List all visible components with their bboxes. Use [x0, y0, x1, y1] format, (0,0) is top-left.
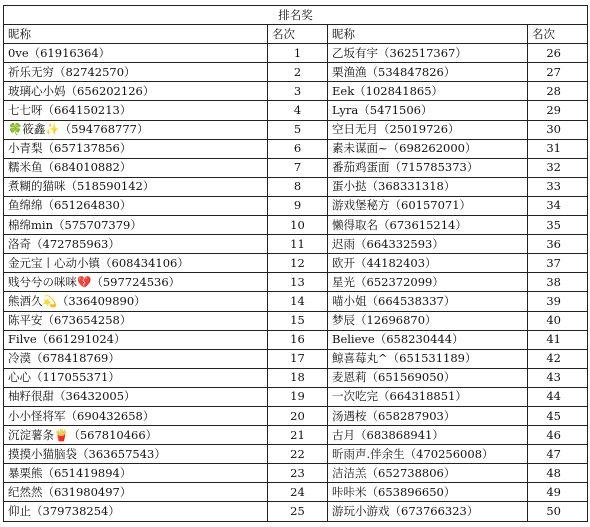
cell-rank-right: 47	[528, 445, 588, 464]
cell-name-right: 古月（683868941）	[328, 426, 528, 445]
cell-rank-right: 33	[528, 177, 588, 196]
cell-rank-left: 8	[268, 177, 328, 196]
cell-name-right: 汤遇桉（658287903）	[328, 406, 528, 425]
table-row	[4, 445, 588, 464]
cell-name-right: 欧开（44182403）	[328, 254, 528, 273]
cell-rank-right: 42	[528, 349, 588, 368]
table-row	[4, 63, 588, 82]
cell-name-left: 熊酒久💫（336409890）	[4, 292, 268, 311]
table-row	[4, 273, 588, 292]
cell-name-right: 素未谋面~（698262000）	[328, 139, 528, 158]
cell-rank-left: 13	[268, 273, 328, 292]
cell-rank-left: 1	[268, 44, 328, 63]
cell-name-right: 迟雨（664332593）	[328, 235, 528, 254]
cell-rank-left: 15	[268, 311, 328, 330]
cell-rank-right: 48	[528, 464, 588, 483]
cell-rank-right: 29	[528, 101, 588, 120]
cell-name-left: 玻璃心小妈（656202126）	[4, 82, 268, 101]
cell-name-right: Eek（102841865）	[328, 82, 528, 101]
cell-name-left: Filve（661291024）	[4, 330, 268, 349]
cell-name-left: 陈平安（673654258）	[4, 311, 268, 330]
cell-rank-right: 40	[528, 311, 588, 330]
cell-name-right: 洁洁羔（652738806）	[328, 464, 528, 483]
table-row	[4, 139, 588, 158]
cell-name-left: 金元宝丨心动小镇（608434106）	[4, 254, 268, 273]
table-row	[4, 502, 588, 521]
cell-name-right: 星光（652372099）	[328, 273, 528, 292]
cell-rank-right: 26	[528, 44, 588, 63]
cell-rank-left: 20	[268, 406, 328, 425]
cell-name-left: 糯米鱼（684010882）	[4, 158, 268, 177]
cell-name-left: 心心（117055371）	[4, 368, 268, 387]
cell-name-left: 洛奇（472785963）	[4, 235, 268, 254]
cell-name-left: 祈乐无穷（82742570）	[4, 63, 268, 82]
table-row	[4, 330, 588, 349]
cell-rank-right: 32	[528, 158, 588, 177]
table-row	[4, 196, 588, 215]
table-row	[4, 368, 588, 387]
cell-rank-left: 4	[268, 101, 328, 120]
cell-rank-right: 46	[528, 426, 588, 445]
cell-rank-right: 49	[528, 483, 588, 502]
cell-rank-right: 44	[528, 387, 588, 406]
cell-rank-right: 45	[528, 406, 588, 425]
cell-name-left: 柚籽很甜（36432005）	[4, 387, 268, 406]
table-row	[4, 311, 588, 330]
ranking-table	[3, 5, 588, 522]
cell-name-right: 游玩小游戏（673766323）	[328, 502, 528, 521]
cell-name-right: 昕雨声.伴余生（470256008）	[328, 445, 528, 464]
cell-rank-left: 23	[268, 464, 328, 483]
header-rank-left: 名次	[268, 25, 328, 44]
cell-name-left: 冷漠（678418769）	[4, 349, 268, 368]
header-name-left: 昵称	[4, 25, 268, 44]
cell-name-right: 栗渔渔（534847826）	[328, 63, 528, 82]
cell-rank-right: 50	[528, 502, 588, 521]
cell-name-left: 棉绵min（575707379）	[4, 216, 268, 235]
cell-name-left: 纪然然（631980497）	[4, 483, 268, 502]
cell-rank-left: 11	[268, 235, 328, 254]
table-row	[4, 101, 588, 120]
table-row	[4, 406, 588, 425]
cell-rank-right: 27	[528, 63, 588, 82]
table-row	[4, 349, 588, 368]
cell-name-left: 贱兮兮の咪咪💔（597724536）	[4, 273, 268, 292]
table-row	[4, 464, 588, 483]
cell-rank-left: 22	[268, 445, 328, 464]
cell-name-right: 番茄鸡蛋面（715785373）	[328, 158, 528, 177]
cell-rank-left: 5	[268, 120, 328, 139]
cell-name-right: 一次吃完（664318851）	[328, 387, 528, 406]
cell-rank-left: 18	[268, 368, 328, 387]
cell-rank-left: 10	[268, 216, 328, 235]
cell-name-left: 0ve（61916364）	[4, 44, 268, 63]
header-rank-right: 名次	[528, 25, 588, 44]
cell-rank-right: 43	[528, 368, 588, 387]
cell-name-left: 小小怪将军（690432658）	[4, 406, 268, 425]
cell-rank-left: 12	[268, 254, 328, 273]
cell-name-right: 喵小姐（664538337）	[328, 292, 528, 311]
table-row	[4, 235, 588, 254]
ranking-rows	[4, 44, 588, 521]
cell-rank-right: 39	[528, 292, 588, 311]
cell-name-right: 鲸喜莓丸^（651531189）	[328, 349, 528, 368]
cell-rank-left: 14	[268, 292, 328, 311]
table-row	[4, 387, 588, 406]
cell-name-right: 乙坂有宇（362517367）	[328, 44, 528, 63]
table-row	[4, 426, 588, 445]
cell-name-left: 仰止（379738254）	[4, 502, 268, 521]
header-name-right: 昵称	[328, 25, 528, 44]
header-row	[4, 25, 588, 44]
cell-rank-right: 36	[528, 235, 588, 254]
cell-name-right: 懒得取名（673615214）	[328, 216, 528, 235]
table-row	[4, 158, 588, 177]
table-row	[4, 82, 588, 101]
cell-name-right: 梦辰（12696870）	[328, 311, 528, 330]
cell-name-left: 摸摸小猫脑袋（363657543）	[4, 445, 268, 464]
cell-rank-right: 31	[528, 139, 588, 158]
cell-rank-right: 37	[528, 254, 588, 273]
cell-rank-right: 34	[528, 196, 588, 215]
cell-name-left: 暴栗熊（651419894）	[4, 464, 268, 483]
cell-rank-right: 30	[528, 120, 588, 139]
table-row	[4, 120, 588, 139]
cell-rank-left: 3	[268, 82, 328, 101]
ranking-table-container	[3, 5, 587, 522]
cell-name-left: 鱼绵绵（651264830）	[4, 196, 268, 215]
cell-rank-left: 2	[268, 63, 328, 82]
cell-rank-left: 16	[268, 330, 328, 349]
cell-name-left: 煮糊的猫咪（518590142）	[4, 177, 268, 196]
title-row	[4, 6, 588, 25]
table-title: 排名奖	[4, 6, 588, 25]
cell-name-right: 蛋小挞（368331318）	[328, 177, 528, 196]
cell-rank-left: 19	[268, 387, 328, 406]
cell-rank-left: 17	[268, 349, 328, 368]
cell-name-right: Believe（658230444）	[328, 330, 528, 349]
cell-name-right: 空日无月（25019726）	[328, 120, 528, 139]
cell-rank-left: 25	[268, 502, 328, 521]
cell-rank-left: 6	[268, 139, 328, 158]
cell-rank-left: 24	[268, 483, 328, 502]
cell-rank-right: 38	[528, 273, 588, 292]
cell-name-left: 🍀筱鑫✨（594768777）	[4, 120, 268, 139]
table-row	[4, 177, 588, 196]
table-row	[4, 44, 588, 63]
cell-rank-right: 35	[528, 216, 588, 235]
table-row	[4, 216, 588, 235]
cell-name-left: 小青梨（657137856）	[4, 139, 268, 158]
table-row	[4, 254, 588, 273]
cell-rank-left: 9	[268, 196, 328, 215]
cell-rank-right: 28	[528, 82, 588, 101]
cell-name-right: 咔咔米（653896650）	[328, 483, 528, 502]
cell-rank-right: 41	[528, 330, 588, 349]
cell-rank-left: 7	[268, 158, 328, 177]
cell-name-right: Lyra（5471506）	[328, 101, 528, 120]
table-row	[4, 292, 588, 311]
cell-rank-left: 21	[268, 426, 328, 445]
cell-name-right: 游戏堡秘方（60157071）	[328, 196, 528, 215]
table-row	[4, 483, 588, 502]
cell-name-left: 沉淀薯条🍟（567810466）	[4, 426, 268, 445]
cell-name-left: 七七呀（664150213）	[4, 101, 268, 120]
cell-name-right: 麦恩莉（651569050）	[328, 368, 528, 387]
